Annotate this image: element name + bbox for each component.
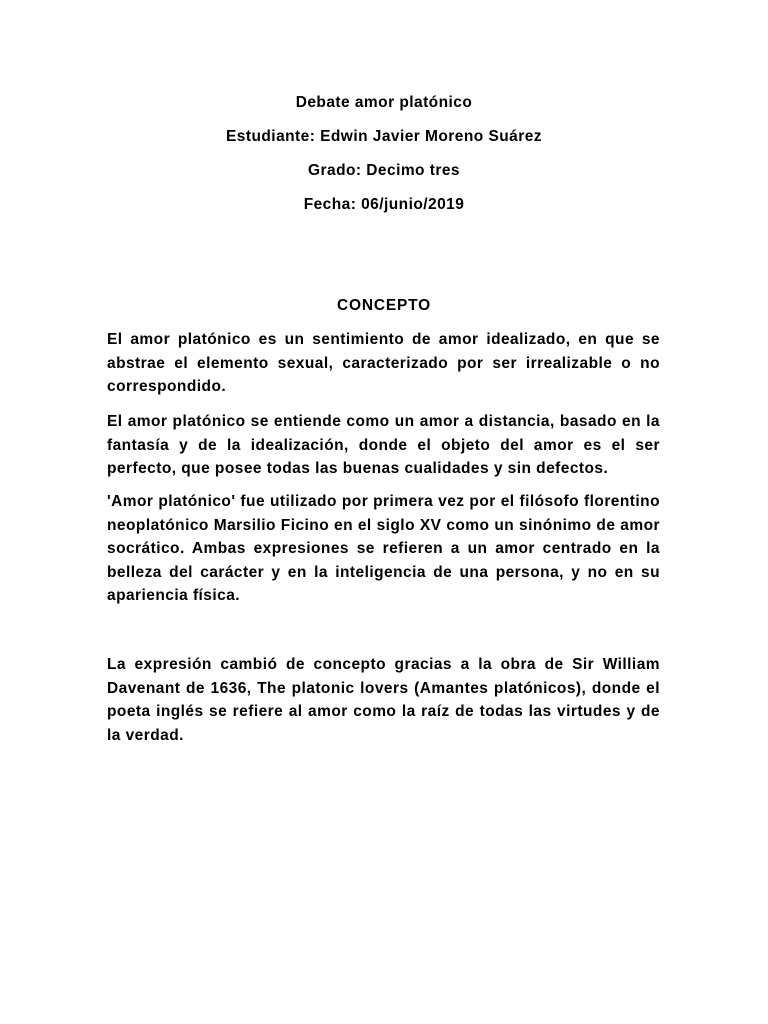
document-title: Debate amor platónico (295, 94, 473, 111)
document-date: Fecha: 06/junio/2019 (303, 196, 465, 213)
paragraph-distance-love: El amor platónico se entiende como un amor a distancia, basado en la fantasía y de la idealización, donde el objeto del amor es el ser perfecto, que posee todas las buenas cualidades y sin defectos. (107, 413, 660, 477)
paragraph-origin: 'Amor platónico' fue utilizado por primera vez por el filósofo florentino neoplatónico Marsilio Ficino en el siglo XV como un sinónimo de amor socrático. Ambas expresiones se refieren a un amor centrado en la belleza del carácter y en la inteligencia de una persona, y no en su apariencia física. (107, 493, 660, 604)
section-heading: CONCEPTO (337, 297, 431, 314)
paragraph-davenant: La expresión cambió de concepto gracias a la obra de Sir William Davenant de 1636, The platonic lovers (Amantes platónicos), donde el poeta inglés se refiere al amor como la raíz de todas las virtudes y de la verdad. (107, 656, 660, 744)
grade-level: Grado: Decimo tres (308, 162, 460, 179)
paragraph-definition: El amor platónico es un sentimiento de amor idealizado, en que se abstrae el elemento sexual, caracterizado por ser irrealizable o no correspondido. (107, 331, 660, 395)
student-name: Estudiante: Edwin Javier Moreno Suárez (226, 128, 542, 145)
